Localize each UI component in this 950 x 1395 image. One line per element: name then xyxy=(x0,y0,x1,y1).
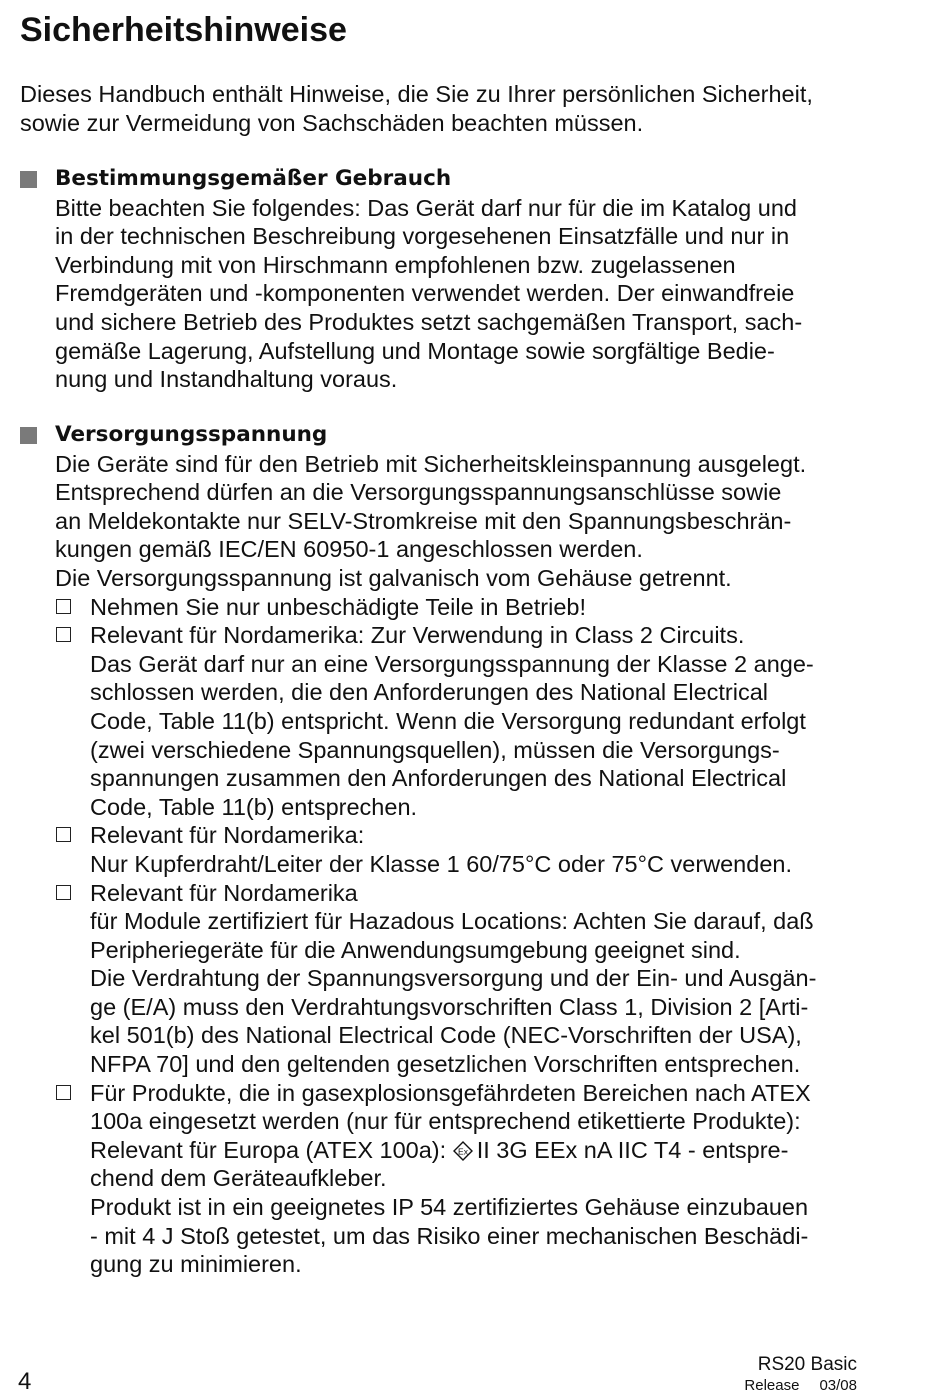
item-line: Code, Table 11(b) entspricht. Wenn die Versorgung redundant erfolgt xyxy=(90,707,806,734)
item-line: chend dem Geräteaufkleber. xyxy=(90,1165,387,1192)
section-heading: Bestimmungsgemäßer Gebrauch xyxy=(55,166,452,191)
ex-atex-icon xyxy=(453,1141,473,1161)
checklist-item xyxy=(55,821,900,878)
release-label: Release xyxy=(744,1377,800,1394)
paragraph-line: Die Versorgungsspannung ist galvanisch vom Gehäuse getrennt. xyxy=(55,564,732,591)
item-line: schlossen werden, die den Anforderungen des National Electrical xyxy=(90,679,769,706)
item-line-part: II 3G EEx nA IIC T4 - entspre- xyxy=(476,1136,789,1163)
section-heading-row xyxy=(20,165,900,194)
item-line: - mit 4 J Stoß getestet, um das Risiko einer mechanischen Beschädi- xyxy=(90,1222,809,1249)
paragraph-line: in der technischen Beschreibung vorgesehenen Einsatzfälle und nur in xyxy=(55,223,790,250)
item-line: Relevant für Nordamerika xyxy=(90,879,358,906)
footer-product: RS20 Basic xyxy=(757,1354,857,1375)
item-line: Peripheriegeräte für die Anwendungsumgebung geeignet sind. xyxy=(90,936,741,963)
paragraph-line: Bitte beachten Sie folgendes: Das Gerät darf nur für die im Katalog und xyxy=(55,194,797,221)
item-line-part: Relevant für Europa (ATEX 100a): xyxy=(90,1136,447,1163)
page-number: 4 xyxy=(18,1368,32,1395)
checkbox-icon xyxy=(56,885,71,900)
ex-marking-line xyxy=(90,1136,900,1165)
section-paragraph xyxy=(55,194,900,394)
item-line: für Module zertifiziert für Hazadous Locations: Achten Sie darauf, daß xyxy=(90,908,814,935)
paragraph-line: gemäße Lagerung, Aufstellung und Montage sowie sorgfältige Bedie- xyxy=(55,337,775,364)
section-heading: Versorgungsspannung xyxy=(55,422,328,447)
item-line: (zwei verschiedene Spannungsquellen), müssen die Versorgungs- xyxy=(90,736,780,763)
checkbox-icon xyxy=(56,827,71,842)
intro-paragraph xyxy=(20,80,900,137)
section-heading-row xyxy=(20,421,900,450)
item-line: Nur Kupferdraht/Leiter der Klasse 1 60/75°C oder 75°C verwenden. xyxy=(90,850,792,877)
item-line: Die Verdrahtung der Spannungsversorgung und der Ein- und Ausgän- xyxy=(90,965,817,992)
paragraph-line: Entsprechend dürfen an die Versorgungsspannungsanschlüsse sowie xyxy=(55,479,782,506)
checkbox-icon xyxy=(56,627,71,642)
paragraph-line: nung und Instandhaltung voraus. xyxy=(55,366,398,393)
footer-release xyxy=(744,1377,857,1395)
paragraph-line: kungen gemäß IEC/EN 60950-1 angeschlossen werden. xyxy=(55,536,643,563)
square-bullet-icon xyxy=(20,171,37,188)
page-title: Sicherheitshinweise xyxy=(20,11,347,49)
item-line: Das Gerät darf nur an eine Versorgungsspannung der Klasse 2 ange- xyxy=(90,650,814,677)
item-line: spannungen zusammen den Anforderungen des National Electrical xyxy=(90,765,787,792)
item-line: NFPA 70] und den geltenden gesetzlichen Vorschriften entsprechen. xyxy=(90,1051,801,1078)
checklist-item xyxy=(55,1079,900,1279)
item-line: Relevant für Nordamerika: xyxy=(90,822,365,849)
intro-line: sowie zur Vermeidung von Sachschäden beachten müssen. xyxy=(20,109,644,136)
item-line: kel 501(b) des National Electrical Code (NEC-Vorschriften der USA), xyxy=(90,1022,802,1049)
item-line: Relevant für Nordamerika: Zur Verwendung in Class 2 Circuits. xyxy=(90,622,745,649)
checklist-item xyxy=(55,593,900,622)
paragraph-line: Fremdgeräten und -komponenten verwendet werden. Der einwandfreie xyxy=(55,280,795,307)
item-line: Code, Table 11(b) entsprechen. xyxy=(90,793,418,820)
paragraph-line: und sichere Betrieb des Produktes setzt sachgemäßen Transport, sach- xyxy=(55,308,803,335)
item-line: ge (E/A) muss den Verdrahtungsvorschriften Class 1, Division 2 [Arti- xyxy=(90,993,809,1020)
checklist xyxy=(55,593,900,1279)
paragraph-line: an Meldekontakte nur SELV-Stromkreise mit den Spannungsbeschrän- xyxy=(55,507,792,534)
item-line: 100a eingesetzt werden (nur für entsprechend etikettierte Produkte): xyxy=(90,1108,801,1135)
paragraph-line: Die Geräte sind für den Betrieb mit Sicherheitskleinspannung ausgelegt. xyxy=(55,450,807,477)
item-line: Produkt ist in ein geeignetes IP 54 zertifiziertes Gehäuse einzubauen xyxy=(90,1194,809,1221)
section-paragraph xyxy=(55,450,900,593)
item-line: Nehmen Sie nur unbeschädigte Teile in Betrieb! xyxy=(90,593,586,620)
paragraph-line: Verbindung mit von Hirschmann empfohlenen bzw. zugelassenen xyxy=(55,251,736,278)
checklist-item xyxy=(55,879,900,1079)
checkbox-icon xyxy=(56,599,71,614)
square-bullet-icon xyxy=(20,427,37,444)
checkbox-icon xyxy=(56,1085,71,1100)
checklist-item xyxy=(55,621,900,821)
section-intended-use xyxy=(20,165,900,394)
release-date: 03/08 xyxy=(819,1377,857,1394)
item-line: gung zu minimieren. xyxy=(90,1251,302,1278)
section-supply-voltage xyxy=(20,421,900,1279)
intro-line: Dieses Handbuch enthält Hinweise, die Sie zu Ihrer persönlichen Sicherheit, xyxy=(20,81,813,107)
svg-text:Ex: Ex xyxy=(457,1146,468,1157)
item-line: Für Produkte, die in gasexplosionsgefährdeten Bereichen nach ATEX xyxy=(90,1079,811,1106)
